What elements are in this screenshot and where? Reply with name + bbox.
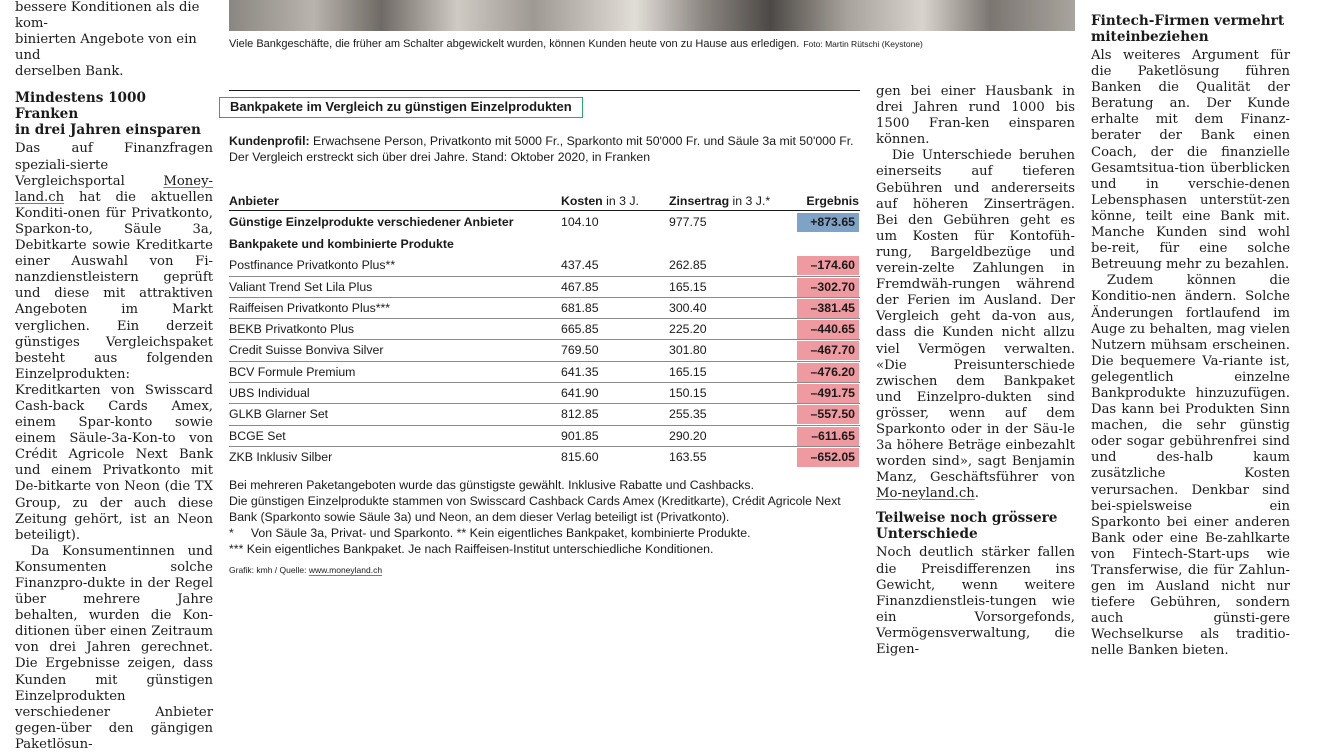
moneyland-link[interactable]: Money-land.ch bbox=[15, 173, 213, 205]
row-interest: 225.20 bbox=[669, 322, 707, 337]
row-provider: BCGE Set bbox=[229, 428, 286, 443]
table-row bbox=[229, 319, 860, 340]
infographic-source: Grafik: kmh / Quelle: www.moneyland.ch bbox=[229, 565, 383, 575]
table-row bbox=[229, 340, 860, 361]
table-row-best: Günstige Einzelprodukte verschiedener Anbieter 104.10 977.75 +873.65 bbox=[229, 211, 860, 234]
result-badge-negative: –557.50 bbox=[797, 405, 859, 424]
infographic-top-rule bbox=[229, 90, 860, 91]
infographic-notes: Bei mehreren Paketangeboten wurde das günstigste gewählt. Inklusive Rabatte und Cashbacks. Die günstigen Einzelprodukte stammen von Swisscard Cashback Cards Amex (Kreditkarte), Crédit Agricole Next Bank (Sparkonto sowie Säule 3a) und Neon, an dem dieser Verlag beteiligt ist (Privatkonto). * Von Säule 3a, Privat- und Sparkonto. ** Kein eigentliches Bankpaket, kombinierte Produkte. *** Kein eigentliches Bankpaket. Je nach Raiffeisen-Institut unterschiedliche Konditionen. bbox=[229, 478, 841, 556]
table-row bbox=[229, 404, 860, 425]
row-interest: 301.80 bbox=[669, 343, 707, 358]
table-row bbox=[229, 447, 860, 468]
header-interest: Zinsertrag in 3 J.* bbox=[669, 194, 771, 208]
row-interest: 290.20 bbox=[669, 428, 707, 443]
result-badge-negative: –476.20 bbox=[797, 363, 859, 382]
row-interest: 163.55 bbox=[669, 449, 707, 464]
photo-credit: Foto: Martin Rütschi (Keystone) bbox=[803, 39, 923, 49]
table-row bbox=[229, 383, 860, 404]
paragraph-savings-end: gen bei einer Hausbank in drei Jahren rund 1000 bis 1500 Fran-ken einsparen können. bbox=[876, 84, 1075, 148]
row-provider: Valiant Trend Set Lila Plus bbox=[229, 279, 373, 294]
row-provider: Postfinance Privatkonto Plus** bbox=[229, 258, 396, 273]
comparison-table bbox=[229, 192, 860, 468]
header-cost: Kosten in 3 J. bbox=[561, 194, 639, 208]
intro-text: bessere Konditionen als die kom- binierten Angebote von ein und derselben Bank. bbox=[15, 0, 200, 80]
row-cost: 437.45 bbox=[561, 258, 599, 273]
row-cost: 769.50 bbox=[561, 343, 599, 358]
row-interest: 150.15 bbox=[669, 386, 707, 401]
row-cost: 681.85 bbox=[561, 300, 599, 315]
table-row bbox=[229, 255, 860, 276]
result-badge-negative: –302.70 bbox=[797, 278, 859, 297]
row-cost: 901.85 bbox=[561, 428, 599, 443]
row-provider: BCV Formule Premium bbox=[229, 364, 356, 379]
row-interest: 300.40 bbox=[669, 300, 707, 315]
table-rows bbox=[229, 255, 860, 468]
paragraph-conditions: Zudem können die Konditio-nen ändern. Solche Änderungen fortlaufend im Auge zu behalten, mag vielen Nutzern mühsam erscheinen. Die bequemere Va-riante ist, gelegentlich einzelne Bankprodukte hinzuzufügen. Das kann bei Produkten Sinn machen, die sehr günstig oder sogar gebührenfrei sind und des-halb kaum zusätzliche Kosten verursachen. Denkbar sind bei-spielsweise ein Sparkonto bei einer anderen Bank oder eine Be-zahlkarte von Fintech-Start-ups wie Transferwise, die für Zahlun-gen im Ausland nicht nur tiefere Gebühren, sondern auch günsti-gere Wechselkurse als traditio-nelle Banken bieten. bbox=[1091, 273, 1290, 659]
table-row bbox=[229, 426, 860, 447]
paragraph-differences: Die Unterschiede beruhen einerseits auf tieferen Gebühren und andererseits auf höheren Zinserträgen. Bei den Gebühren geht es um Kosten für Kontofüh-rung, Bargeldbezüge und verein-zelte Zahlungen in Fremdwäh-rungen während der Ferien im Ausland. Der Vergleich geht da-von aus, dass die Kunden nicht allzu viel Vermögen verwalten. «Die Preisunterschiede zwischen dem Bankpaket und Einzelpro-dukten sind grösser, wenn auf dem Sparkonto oder in der Säu-le 3a höhere Beträge einbezahlt worden sind», sagt Benjamin Manz, Geschäftsführer von Mo-neyland.ch. bbox=[876, 148, 1075, 502]
table-header bbox=[229, 192, 860, 211]
table-row bbox=[229, 362, 860, 383]
photo-caption: Viele Bankgeschäfte, die früher am Schalter abgewickelt wurden, können Kunden heute von zu Hause aus erledigen. Foto: Martin Rütschi (Keystone) bbox=[229, 38, 923, 50]
section-heading-differences: Teilweise noch grössere Unterschiede bbox=[876, 510, 1058, 543]
header-result: Ergebnis bbox=[806, 194, 859, 208]
section-heading-savings: Mindestens 1000 Franken in drei Jahren einsparen bbox=[15, 90, 201, 139]
article-column-1 bbox=[15, 0, 213, 753]
row-interest: 255.35 bbox=[669, 407, 707, 422]
header-provider: Anbieter bbox=[229, 194, 279, 208]
row-provider: Raiffeisen Privatkonto Plus*** bbox=[229, 300, 391, 315]
result-badge-negative: –174.60 bbox=[797, 256, 859, 275]
row-cost: 641.90 bbox=[561, 386, 599, 401]
section-heading-fintech: Fintech-Firmen vermehrt miteinbeziehen bbox=[1091, 13, 1285, 45]
paragraph-moneyland: Das auf Finanzfragen speziali-sierte Vergleichsportal Money-land.ch hat die aktuellen Konditi-onen für Privatkonto, Sparkon-to, Säule 3a, Debitkarte sowie Kreditkarte einer Auswahl von Fi-nanzdienstleistern geprüft und diese mit attraktiven Angeboten im Markt verglichen. Ein derzeit günstiges Vergleichspaket besteht aus folgenden Einzelprodukten: Kreditkarten von Swisscard Cash-back Cards Amex, einem Spar-konto sowie einem Säule-3a-Kon-to von Crédit Agricole Next Bank und einem Privatkonto mit De-bitkarte von Neon (die TX Group, zu der auch diese Zeitung gehört, ist an Neon beteiligt). bbox=[15, 141, 213, 543]
row-cost: 815.60 bbox=[561, 449, 599, 464]
row-cost: 467.85 bbox=[561, 279, 599, 294]
moneyland-link-2[interactable]: Mo-neyland.ch bbox=[876, 486, 975, 502]
result-badge-negative: –381.45 bbox=[797, 299, 859, 318]
result-badge-negative: –467.70 bbox=[797, 341, 859, 360]
paragraph-price-differences: Noch deutlich stärker fallen die Preisdifferenzen ins Gewicht, wenn weitere Finanzdienstleis-tungen wie ein Vorsorgefonds, Vermögensverwaltung, die Eigen- bbox=[876, 545, 1075, 657]
row-provider: GLKB Glarner Set bbox=[229, 407, 329, 422]
customer-profile: Kundenprofil: Erwachsene Person, Privatkonto mit 5000 Fr., Sparkonto mit 50'000 Fr. und Säule 3a mit 50'000 Fr. Der Vergleich erstreckt sich über drei Jahre. Stand: Oktober 2020, in Franken bbox=[229, 134, 854, 164]
paragraph-three-years: Da Konsumentinnen und Konsumenten solche Finanzpro-dukte in der Regel über mehrere Jahre behalten, wurden die Kon-ditionen über einen Zeitraum von drei Jahren gerechnet. Die Ergebnisse zeigen, dass Kunden mit günstigen Einzelprodukten verschiedener Anbieter gegen-über den gängigen Paketlösun- bbox=[15, 543, 213, 752]
row-cost: 665.85 bbox=[561, 322, 599, 337]
result-badge-negative: –491.75 bbox=[797, 384, 859, 403]
table-row bbox=[229, 298, 860, 319]
article-photo bbox=[229, 0, 1075, 31]
article-column-4 bbox=[1091, 13, 1290, 660]
article-column-3 bbox=[876, 84, 1075, 658]
table-section-label: Bankpakete und kombinierte Produkte bbox=[229, 237, 454, 251]
row-interest: 165.15 bbox=[669, 364, 707, 379]
paragraph-advice: Als weiteres Argument für die Paketlösung führen Banken die Qualität der Beratung an. Der Kunde erhalte mit dem Finanz-berater der Bank einen Coach, der die finanzielle Gesamtsitua-tion überblicken und in verschie-denen Lebensphasen unterstüt-zen könne, teilt eine Bank mit. Manche Kunden sind wohl be-reit, für eine solche Betreuung mehr zu bezahlen. bbox=[1091, 48, 1290, 273]
row-cost: 812.85 bbox=[561, 407, 599, 422]
source-link[interactable]: www.moneyland.ch bbox=[308, 565, 383, 575]
row-interest: 262.85 bbox=[669, 258, 707, 273]
row-provider: BEKB Privatkonto Plus bbox=[229, 322, 355, 337]
result-badge-negative: –611.65 bbox=[797, 427, 859, 446]
row-interest: 165.15 bbox=[669, 279, 707, 294]
row-provider: UBS Individual bbox=[229, 386, 310, 401]
result-badge-positive: +873.65 bbox=[797, 213, 859, 232]
row-cost: 641.35 bbox=[561, 364, 599, 379]
result-badge-negative: –652.05 bbox=[797, 448, 859, 467]
row-provider: Credit Suisse Bonviva Silver bbox=[229, 343, 384, 358]
table-row bbox=[229, 277, 860, 298]
infographic-title: Bankpakete im Vergleich zu günstigen Einzelprodukten bbox=[219, 97, 583, 118]
result-badge-negative: –440.65 bbox=[797, 320, 859, 339]
row-provider: ZKB Inklusiv Silber bbox=[229, 449, 333, 464]
